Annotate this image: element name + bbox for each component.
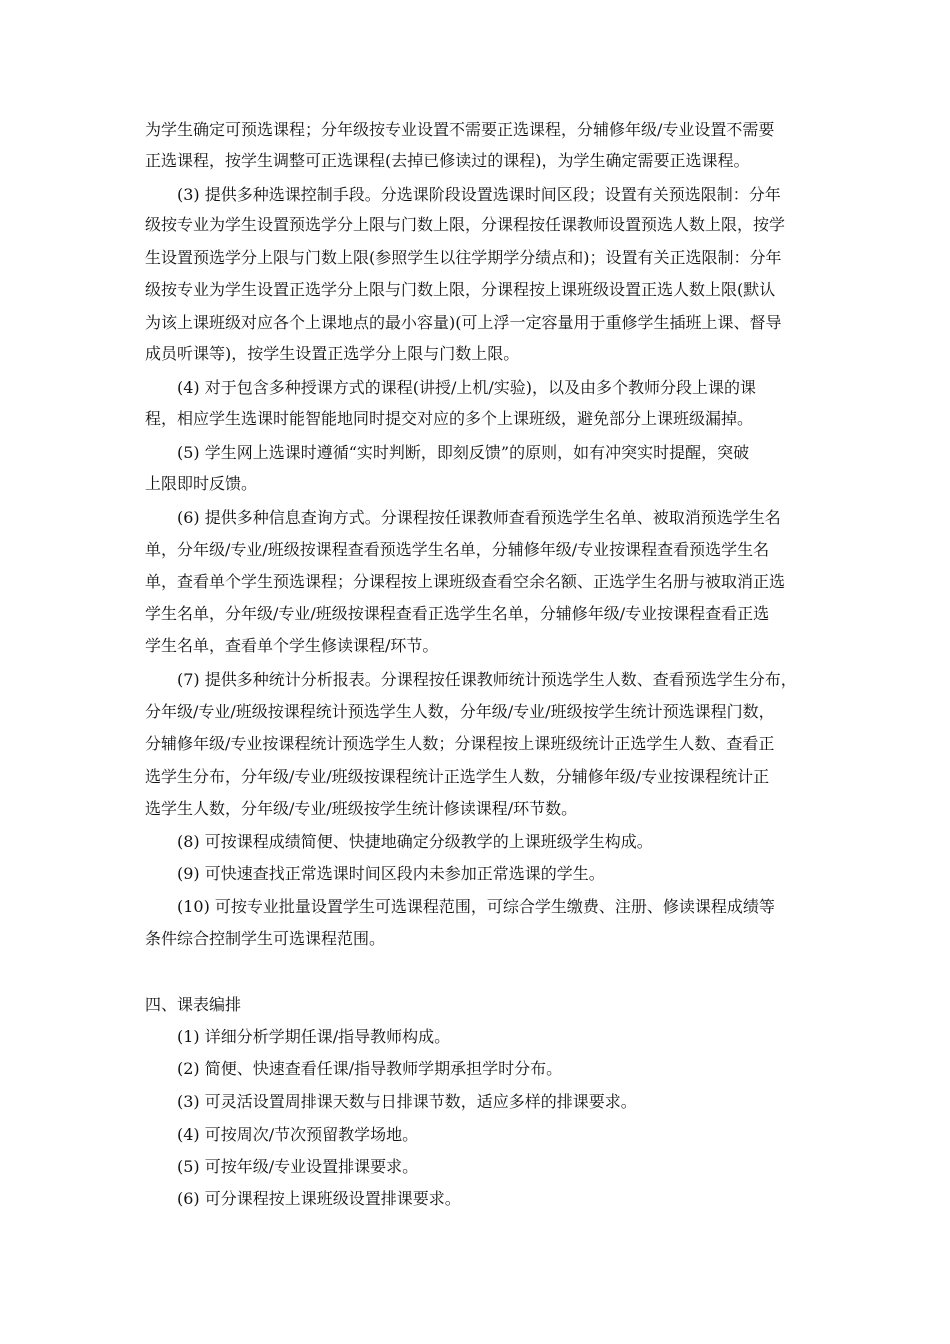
text-line: (10) 可按专业批量设置学生可选课程范围，可综合学生缴费、注册、修读课程成绩等: [177, 897, 775, 916]
text-line: (5) 学生网上选课时遵循“实时判断，即刻反馈”的原则，如有冲突实时提醒，突破: [177, 443, 750, 462]
text-line: (2) 简便、快速查看任课/指导教师学期承担学时分布。: [177, 1059, 563, 1078]
text-line: 分辅修年级/专业按课程统计预选学生人数；分课程按上课班级统计正选学生人数、查看正: [145, 734, 775, 753]
text-line: 级按专业为学生设置正选学分上限与门数上限，分课程按上课班级设置正选人数上限(默认: [145, 280, 776, 299]
text-line: (5) 可按年级/专业设置排课要求。: [177, 1157, 419, 1176]
text-line: (3) 可灵活设置周排课天数与日排课节数，适应多样的排课要求。: [177, 1092, 637, 1111]
text-line: (1) 详细分析学期任课/指导教师构成。: [177, 1027, 451, 1046]
text-line: 生设置预选学分上限与门数上限(参照学生以往学期学分绩点和)；设置有关正选限制：分年: [145, 248, 782, 267]
text-line: (6) 可分课程按上课班级设置排课要求。: [177, 1189, 461, 1208]
text-line: 单，查看单个学生预选课程；分课程按上课班级查看空余名额、正选学生名册与被取消正选: [145, 572, 786, 591]
text-line: (8) 可按课程成绩简便、快捷地确定分级教学的上课班级学生构成。: [177, 832, 653, 851]
text-line: (9) 可快速查找正常选课时间区段内未参加正常选课的学生。: [177, 864, 605, 883]
text-line: (6) 提供多种信息查询方式。分课程按任课教师查看预选学生名单、被取消预选学生名: [177, 508, 781, 527]
text-line: 上限即时反馈。: [145, 474, 258, 493]
text-line: 为学生确定可预选课程；分年级按专业设置不需要正选课程，分辅修年级/专业设置不需要: [145, 120, 775, 139]
text-line: 程，相应学生选课时能智能地同时提交对应的多个上课班级，避免部分上课班级漏掉。: [145, 409, 754, 428]
text-line: (3) 提供多种选课控制手段。分选课阶段设置选课时间区段；设置有关预选限制：分年: [177, 185, 781, 204]
text-line: 成员听课等)，按学生设置正选学分上限与门数上限。: [145, 344, 520, 363]
text-line: 单，分年级/专业/班级按课程查看预选学生名单，分辅修年级/专业按课程查看预选学生名: [145, 540, 770, 559]
text-line: (7) 提供多种统计分析报表。分课程按任课教师统计预选学生人数、查看预选学生分布，: [177, 670, 797, 689]
text-line: 级按专业为学生设置预选学分上限与门数上限，分课程按任课教师设置预选人数上限，按学: [145, 215, 786, 234]
text-line: 正选课程，按学生调整可正选课程(去掉已修读过的课程)，为学生确定需要正选课程。: [145, 151, 750, 170]
text-line: 条件综合控制学生可选课程范围。: [145, 929, 386, 948]
text-line: (4) 可按周次/节次预留教学场地。: [177, 1125, 419, 1144]
text-line: 选学生人数，分年级/专业/班级按学生统计修读课程/环节数。: [145, 799, 578, 818]
text-line: 选学生分布，分年级/专业/班级按课程统计正选学生人数，分辅修年级/专业按课程统计正: [145, 767, 770, 786]
text-line: 分年级/专业/班级按课程统计预选学生人数，分年级/专业/班级按学生统计预选课程门数，: [145, 702, 775, 721]
text-line: 学生名单，查看单个学生修读课程/环节。: [145, 636, 439, 655]
section-heading: 四、课表编排: [145, 995, 242, 1014]
text-line: 学生名单，分年级/专业/班级按课程查看正选学生名单，分辅修年级/专业按课程查看正选: [145, 604, 770, 623]
text-line: 为该上课班级对应各个上课地点的最小容量)(可上浮一定容量用于重修学生插班上课、督导: [145, 313, 782, 332]
text-line: (4) 对于包含多种授课方式的课程(讲授/上机/实验)，以及由多个教师分段上课的课: [177, 378, 757, 397]
